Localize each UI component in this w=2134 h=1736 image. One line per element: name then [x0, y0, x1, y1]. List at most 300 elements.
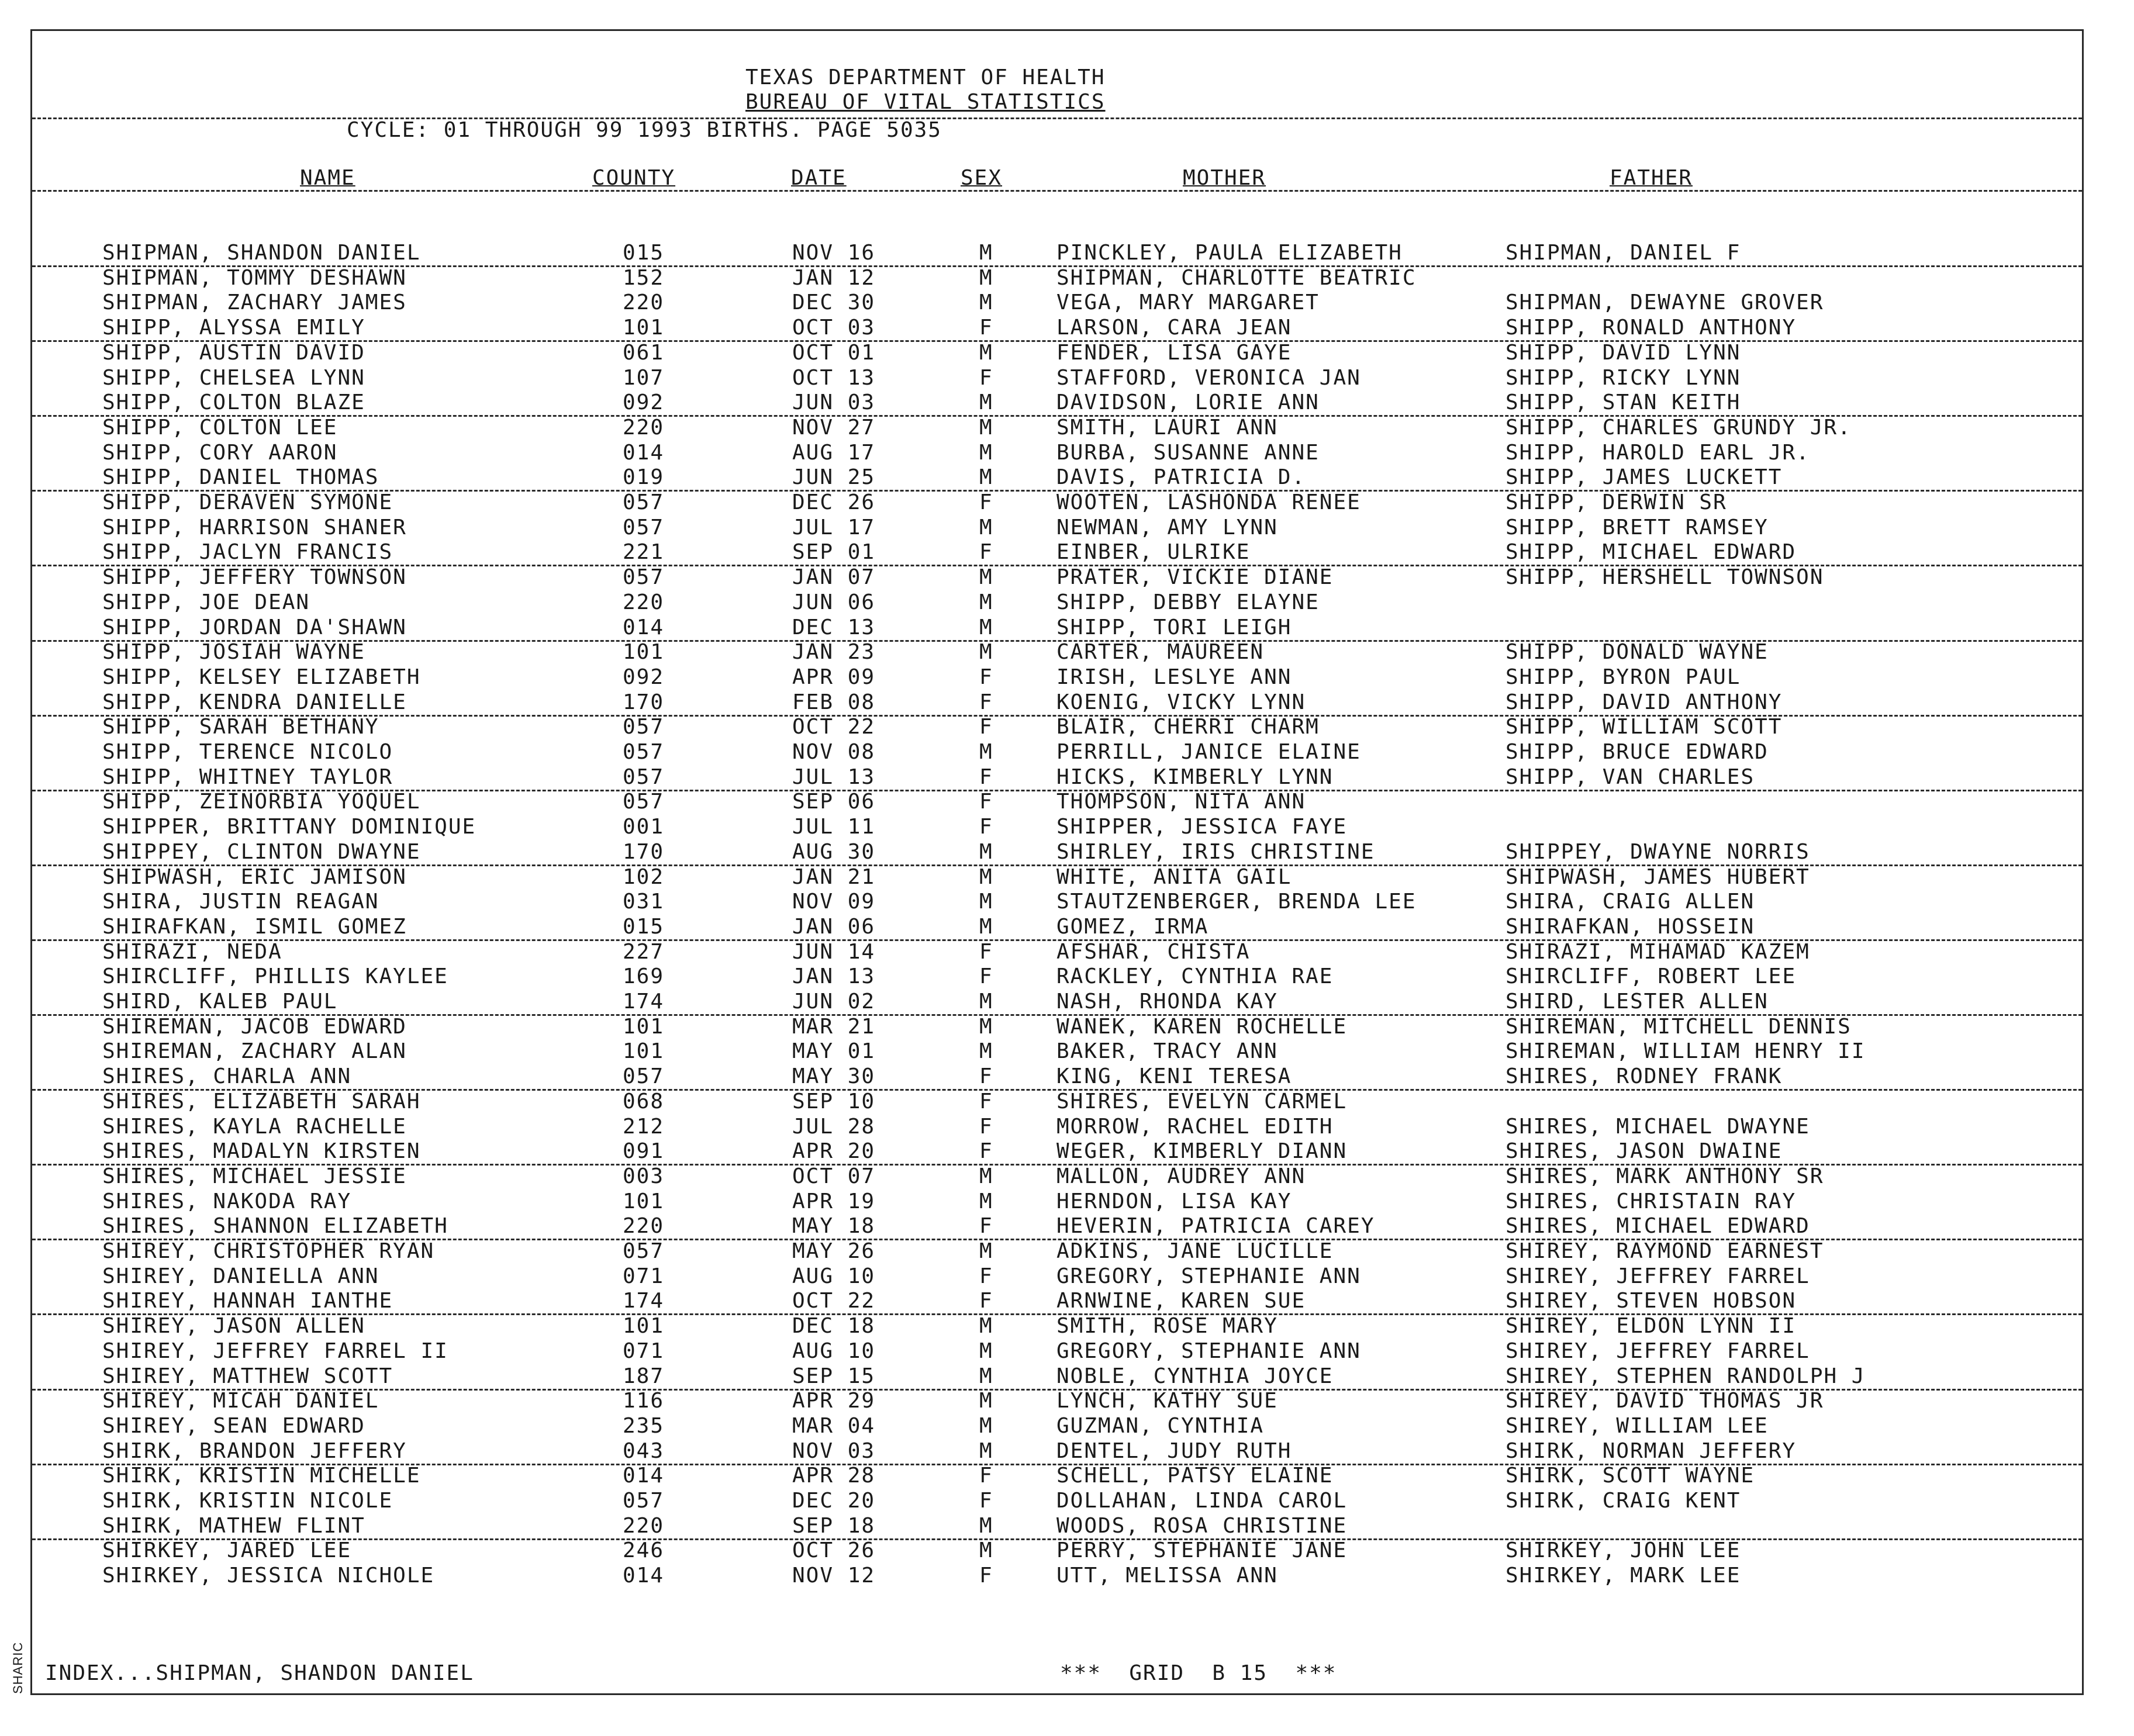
cell-name: SHIPP, CORY AARON [102, 440, 338, 465]
cell-sex: M [979, 1438, 993, 1463]
cell-father: SHIPP, JAMES LUCKETT [1505, 465, 1783, 490]
table-row [32, 1264, 2082, 1289]
cell-father: SHIRES, JASON DWAINE [1505, 1139, 1783, 1164]
cell-county: 220 [623, 291, 665, 315]
cell-county: 101 [623, 1189, 665, 1213]
cell-sex: M [979, 515, 993, 540]
table-row [32, 590, 2082, 615]
cell-father: SHIPP, STAN KEITH [1505, 390, 1741, 415]
cell-date: NOV 08 [792, 740, 876, 764]
cell-county: 170 [623, 690, 665, 714]
table-row [32, 415, 2082, 440]
cell-county: 170 [623, 839, 665, 864]
cell-father: SHIPP, RONALD ANTHONY [1505, 316, 1797, 340]
cell-sex: M [979, 1314, 993, 1339]
cell-mother: WEGER, KIMBERLY DIANN [1056, 1139, 1348, 1164]
cell-mother: LYNCH, KATHY SUE [1056, 1389, 1278, 1413]
cell-father: SHIPP, HAROLD EARL JR. [1505, 440, 1810, 465]
cell-sex: M [979, 440, 993, 465]
cell-date: SEP 01 [792, 540, 876, 565]
cell-name: SHIPMAN, ZACHARY JAMES [102, 291, 407, 315]
cell-mother: UTT, MELISSA ANN [1056, 1564, 1278, 1588]
cell-date: JAN 21 [792, 864, 876, 889]
cell-mother: AFSHAR, CHISTA [1056, 939, 1251, 964]
cell-father: SHIRK, SCOTT WAYNE [1505, 1464, 1755, 1488]
cell-father: SHIREMAN, MITCHELL DENNIS [1505, 1014, 1852, 1039]
cell-mother: SCHELL, PATSY ELAINE [1056, 1464, 1334, 1488]
cell-father: SHIRK, NORMAN JEFFERY [1505, 1438, 1797, 1463]
cell-sex: M [979, 415, 993, 440]
cell-mother: MALLON, AUDREY ANN [1056, 1164, 1306, 1188]
cell-father: SHIREY, STEVEN HOBSON [1505, 1289, 1797, 1313]
cell-date: SEP 18 [792, 1513, 876, 1538]
cell-father: SHIREY, DAVID THOMAS JR [1505, 1389, 1824, 1413]
cell-father: SHIREY, JEFFREY FARREL [1505, 1264, 1810, 1288]
cell-father: SHIPP, RICKY LYNN [1505, 365, 1741, 390]
cell-name: SHIRK, KRISTIN MICHELLE [102, 1464, 421, 1488]
cell-date: APR 28 [792, 1464, 876, 1488]
cell-name: SHIREY, SEAN EDWARD [102, 1413, 365, 1438]
cell-sex: M [979, 340, 993, 365]
cell-county: 221 [623, 540, 665, 565]
column-header-county: COUNTY [592, 166, 676, 190]
cell-father: SHIPP, BYRON PAUL [1505, 665, 1741, 689]
cell-name: SHIPP, AUSTIN DAVID [102, 340, 365, 365]
cell-name: SHIREMAN, JACOB EDWARD [102, 1014, 407, 1039]
cell-father: SHIREY, STEPHEN RANDOLPH J [1505, 1364, 1866, 1388]
column-header-mother: MOTHER [1183, 166, 1266, 190]
cell-county: 174 [623, 1289, 665, 1313]
cell-sex: F [979, 1139, 993, 1164]
table-row [32, 565, 2082, 590]
cell-mother: VEGA, MARY MARGARET [1056, 291, 1320, 315]
cell-county: 019 [623, 465, 665, 490]
cell-county: 102 [623, 864, 665, 889]
cell-name: SHIRA, JUSTIN REAGAN [102, 890, 379, 914]
table-row [32, 989, 2082, 1016]
cell-sex: F [979, 490, 993, 514]
table-row [32, 1513, 2082, 1540]
cell-sex: F [979, 1289, 993, 1313]
table-row [32, 939, 2082, 964]
cell-mother: SHIPPER, JESSICA FAYE [1056, 815, 1348, 839]
table-row [32, 1364, 2082, 1391]
cell-father: SHIRES, MARK ANTHONY SR [1505, 1164, 1824, 1188]
cell-mother: NOBLE, CYNTHIA JOYCE [1056, 1364, 1334, 1388]
cell-father: SHIPP, HERSHELL TOWNSON [1505, 565, 1824, 590]
cell-name: SHIRK, KRISTIN NICOLE [102, 1489, 393, 1513]
cell-sex: F [979, 1214, 993, 1239]
table-row [32, 1438, 2082, 1465]
table-row [32, 739, 2082, 765]
cell-sex: M [979, 265, 993, 290]
cell-mother: HERNDON, LISA KAY [1056, 1189, 1292, 1213]
cell-county: 169 [623, 964, 665, 989]
cell-mother: SMITH, ROSE MARY [1056, 1314, 1278, 1339]
cell-date: MAR 21 [792, 1014, 876, 1039]
table-row [32, 814, 2082, 839]
cell-name: SHIRAZI, NEDA [102, 939, 282, 964]
table-row [32, 914, 2082, 941]
cell-name: SHIREY, JASON ALLEN [102, 1314, 365, 1339]
table-row [32, 1114, 2082, 1139]
cell-name: SHIPP, DERAVEN SYMONE [102, 490, 393, 514]
cell-mother: EINBER, ULRIKE [1056, 540, 1251, 565]
cell-mother: DENTEL, JUDY RUTH [1056, 1438, 1292, 1463]
cell-date: MAY 18 [792, 1214, 876, 1239]
cell-sex: F [979, 939, 993, 964]
cell-sex: M [979, 1239, 993, 1263]
cell-sex: M [979, 615, 993, 639]
cell-county: 014 [623, 1464, 665, 1488]
cell-name: SHIPP, SARAH BETHANY [102, 715, 379, 739]
cell-date: JAN 06 [792, 914, 876, 939]
cell-mother: STAFFORD, VERONICA JAN [1056, 365, 1361, 390]
cell-county: 092 [623, 665, 665, 689]
cell-date: JAN 12 [792, 265, 876, 290]
cell-sex: M [979, 565, 993, 590]
cell-sex: M [979, 590, 993, 614]
cell-father: SHIPP, MICHAEL EDWARD [1505, 540, 1797, 565]
cell-name: SHIPP, TERENCE NICOLO [102, 740, 393, 764]
cell-sex: F [979, 540, 993, 565]
cell-date: JUN 03 [792, 390, 876, 415]
side-label: SHARIC [11, 1641, 25, 1694]
cell-father: SHIRKEY, JOHN LEE [1505, 1538, 1741, 1563]
table-row [32, 1089, 2082, 1114]
report-title: TEXAS DEPARTMENT OF HEALTH [745, 65, 1106, 89]
cell-county: 057 [623, 1489, 665, 1513]
cell-date: DEC 18 [792, 1314, 876, 1339]
cell-father: SHIPMAN, DEWAYNE GROVER [1505, 291, 1824, 315]
cell-father: SHIRAFKAN, HOSSEIN [1505, 914, 1755, 939]
cell-county: 015 [623, 241, 665, 265]
cell-county: 014 [623, 615, 665, 639]
cell-father: SHIRES, MICHAEL DWAYNE [1505, 1114, 1810, 1139]
cell-sex: F [979, 316, 993, 340]
column-header-father: FATHER [1610, 166, 1693, 190]
cell-mother: GREGORY, STEPHANIE ANN [1056, 1264, 1361, 1288]
cell-name: SHIPPER, BRITTANY DOMINIQUE [102, 815, 476, 839]
cell-father: SHIPP, DONALD WAYNE [1505, 640, 1769, 665]
cell-county: 057 [623, 1239, 665, 1263]
cell-county: 061 [623, 340, 665, 365]
cell-mother: ARNWINE, KAREN SUE [1056, 1289, 1306, 1313]
cell-county: 057 [623, 565, 665, 590]
cell-father: SHIREMAN, WILLIAM HENRY II [1505, 1039, 1866, 1064]
cell-sex: M [979, 291, 993, 315]
cell-date: OCT 13 [792, 365, 876, 390]
table-row [32, 465, 2082, 492]
cell-date: OCT 22 [792, 1289, 876, 1313]
table-row [32, 639, 2082, 665]
cell-father: SHIREY, JEFFREY FARREL [1505, 1339, 1810, 1363]
table-row [32, 1563, 2082, 1588]
cell-mother: ADKINS, JANE LUCILLE [1056, 1239, 1334, 1263]
cell-name: SHIRES, MADALYN KIRSTEN [102, 1139, 421, 1164]
cell-mother: SHIPP, TORI LEIGH [1056, 615, 1292, 639]
cell-name: SHIRAFKAN, ISMIL GOMEZ [102, 914, 407, 939]
cell-date: SEP 10 [792, 1089, 876, 1113]
cell-mother: KING, KENI TERESA [1056, 1064, 1292, 1089]
column-header-date: DATE [791, 166, 847, 190]
cell-mother: IRISH, LESLYE ANN [1056, 665, 1292, 689]
cell-sex: M [979, 640, 993, 665]
table-row [32, 1538, 2082, 1563]
cell-father: SHIRES, RODNEY FRANK [1505, 1064, 1783, 1089]
cell-county: 091 [623, 1139, 665, 1164]
cell-sex: M [979, 241, 993, 265]
cell-sex: M [979, 1039, 993, 1064]
grid-label: *** GRID B 15 *** [1060, 1661, 1337, 1685]
header-rule [32, 117, 2082, 119]
cell-name: SHIPP, JEFFERY TOWNSON [102, 565, 407, 590]
cell-county: 014 [623, 1564, 665, 1588]
cell-name: SHIPP, JOSIAH WAYNE [102, 640, 365, 665]
cell-mother: WOOTEN, LASHONDA RENEE [1056, 490, 1361, 514]
cell-mother: SMITH, LAURI ANN [1056, 415, 1278, 440]
cell-father: SHIPP, VAN CHARLES [1505, 765, 1755, 789]
cell-date: NOV 12 [792, 1564, 876, 1588]
table-row [32, 1488, 2082, 1513]
cell-name: SHIREMAN, ZACHARY ALAN [102, 1039, 407, 1064]
cell-date: SEP 15 [792, 1364, 876, 1388]
cell-father: SHIPP, WILLIAM SCOTT [1505, 715, 1783, 739]
cell-date: DEC 30 [792, 291, 876, 315]
cell-sex: F [979, 765, 993, 789]
cell-sex: F [979, 690, 993, 714]
cell-date: DEC 26 [792, 490, 876, 514]
cell-sex: F [979, 1264, 993, 1288]
cell-father: SHIPP, DAVID ANTHONY [1505, 690, 1783, 714]
cell-mother: HICKS, KIMBERLY LYNN [1056, 765, 1334, 789]
cell-mother: BURBA, SUSANNE ANNE [1056, 440, 1320, 465]
cell-county: 057 [623, 490, 665, 514]
table-row [32, 240, 2082, 267]
cell-mother: THOMPSON, NITA ANN [1056, 790, 1306, 814]
cell-mother: WHITE, ANITA GAIL [1056, 864, 1292, 889]
column-header-name: NAME [300, 166, 355, 190]
cell-name: SHIPP, WHITNEY TAYLOR [102, 765, 393, 789]
cell-mother: SHIPP, DEBBY ELAYNE [1056, 590, 1320, 614]
cell-name: SHIRKEY, JARED LEE [102, 1538, 352, 1563]
cell-county: 071 [623, 1264, 665, 1288]
cell-mother: NASH, RHONDA KAY [1056, 990, 1278, 1014]
cell-sex: M [979, 1538, 993, 1563]
table-row [32, 390, 2082, 417]
cell-date: MAY 01 [792, 1039, 876, 1064]
cell-sex: M [979, 1389, 993, 1413]
cell-father: SHIPP, BRETT RAMSEY [1505, 515, 1769, 540]
cell-sex: F [979, 964, 993, 989]
cell-date: AUG 10 [792, 1339, 876, 1363]
cell-name: SHIRES, NAKODA RAY [102, 1189, 352, 1213]
cell-date: JAN 23 [792, 640, 876, 665]
cell-sex: M [979, 465, 993, 490]
table-row [32, 789, 2082, 814]
cell-name: SHIPP, ZEINORBIA YOQUEL [102, 790, 421, 814]
table-row [32, 714, 2082, 739]
cell-mother: DAVIDSON, LORIE ANN [1056, 390, 1320, 415]
cell-date: NOV 16 [792, 241, 876, 265]
cell-county: 092 [623, 390, 665, 415]
cell-mother: STAUTZENBERGER, BRENDA LEE [1056, 890, 1417, 914]
cell-mother: WANEK, KAREN ROCHELLE [1056, 1014, 1348, 1039]
table-row [32, 1288, 2082, 1315]
cell-date: DEC 13 [792, 615, 876, 639]
cell-name: SHIPP, JORDAN DA'SHAWN [102, 615, 407, 639]
cell-father: SHIREY, WILLIAM LEE [1505, 1413, 1769, 1438]
cell-name: SHIRK, MATHEW FLINT [102, 1513, 365, 1538]
report-frame [30, 29, 2084, 1695]
cell-mother: FENDER, LISA GAYE [1056, 340, 1292, 365]
cell-name: SHIPWASH, ERIC JAMISON [102, 864, 407, 889]
cell-sex: F [979, 1464, 993, 1488]
cell-county: 057 [623, 515, 665, 540]
cell-sex: M [979, 914, 993, 939]
cell-name: SHIREY, JEFFREY FARREL II [102, 1339, 448, 1363]
cell-sex: F [979, 1564, 993, 1588]
table-row [32, 1339, 2082, 1364]
cell-county: 057 [623, 790, 665, 814]
cell-name: SHIPP, COLTON LEE [102, 415, 338, 440]
cell-name: SHIPP, COLTON BLAZE [102, 390, 365, 415]
cell-mother: DAVIS, PATRICIA D. [1056, 465, 1306, 490]
cell-father: SHIRK, CRAIG KENT [1505, 1489, 1741, 1513]
table-row [32, 315, 2082, 342]
cell-father: SHIRES, MICHAEL EDWARD [1505, 1214, 1810, 1239]
cell-county: 220 [623, 1214, 665, 1239]
cell-name: SHIPP, ALYSSA EMILY [102, 316, 365, 340]
cell-name: SHIPPEY, CLINTON DWAYNE [102, 839, 421, 864]
cell-sex: F [979, 1089, 993, 1113]
cell-county: 174 [623, 990, 665, 1014]
table-row [32, 440, 2082, 465]
cell-name: SHIREY, HANNAH IANTHE [102, 1289, 393, 1313]
cell-mother: BLAIR, CHERRI CHARM [1056, 715, 1320, 739]
cell-county: 220 [623, 590, 665, 614]
cell-name: SHIRES, MICHAEL JESSIE [102, 1164, 407, 1188]
table-row [32, 765, 2082, 791]
cell-father: SHIRA, CRAIG ALLEN [1505, 890, 1755, 914]
cell-date: MAY 30 [792, 1064, 876, 1089]
cell-county: 015 [623, 914, 665, 939]
cell-mother: SHIRES, EVELYN CARMEL [1056, 1089, 1348, 1113]
cell-father: SHIPP, CHARLES GRUNDY JR. [1505, 415, 1852, 440]
cell-mother: LARSON, CARA JEAN [1056, 316, 1292, 340]
cell-date: MAY 26 [792, 1239, 876, 1263]
cell-sex: M [979, 864, 993, 889]
cell-sex: M [979, 1413, 993, 1438]
cell-date: SEP 06 [792, 790, 876, 814]
cell-name: SHIPP, JOE DEAN [102, 590, 310, 614]
cell-mother: MORROW, RACHEL EDITH [1056, 1114, 1334, 1139]
cell-county: 235 [623, 1413, 665, 1438]
cell-sex: M [979, 839, 993, 864]
table-row [32, 964, 2082, 989]
table-row [32, 889, 2082, 914]
table-row [32, 265, 2082, 291]
cell-name: SHIPP, DANIEL THOMAS [102, 465, 379, 490]
cell-sex: M [979, 1339, 993, 1363]
table-row [32, 1164, 2082, 1189]
cell-father: SHIPP, DAVID LYNN [1505, 340, 1741, 365]
cell-county: 101 [623, 1014, 665, 1039]
cell-mother: PERRILL, JANICE ELAINE [1056, 740, 1361, 764]
cell-county: 101 [623, 640, 665, 665]
cell-date: DEC 20 [792, 1489, 876, 1513]
cell-county: 101 [623, 316, 665, 340]
table-row [32, 665, 2082, 690]
cell-name: SHIRCLIFF, PHILLIS KAYLEE [102, 964, 448, 989]
cell-county: 057 [623, 1064, 665, 1089]
cell-date: AUG 17 [792, 440, 876, 465]
cell-date: OCT 26 [792, 1538, 876, 1563]
cell-name: SHIPMAN, TOMMY DESHAWN [102, 265, 407, 290]
cell-sex: F [979, 715, 993, 739]
cell-sex: F [979, 1114, 993, 1139]
cell-sex: F [979, 815, 993, 839]
cell-name: SHIRES, KAYLA RACHELLE [102, 1114, 407, 1139]
cell-date: FEB 08 [792, 690, 876, 714]
cell-name: SHIPMAN, SHANDON DANIEL [102, 241, 421, 265]
cell-father: SHIPP, DERWIN SR [1505, 490, 1727, 514]
cell-sex: M [979, 990, 993, 1014]
table-row [32, 490, 2082, 515]
cell-sex: F [979, 1064, 993, 1089]
cell-mother: SHIPMAN, CHARLOTTE BEATRIC [1056, 265, 1417, 290]
cell-sex: M [979, 1014, 993, 1039]
cell-county: 068 [623, 1089, 665, 1113]
cell-father: SHIPWASH, JAMES HUBERT [1505, 864, 1810, 889]
table-row [32, 1014, 2082, 1039]
table-row [32, 839, 2082, 866]
cell-sex: M [979, 1513, 993, 1538]
cell-sex: F [979, 1489, 993, 1513]
table-row [32, 864, 2082, 890]
side-stamp [4, 1631, 27, 1695]
cell-sex: M [979, 1364, 993, 1388]
cell-date: NOV 03 [792, 1438, 876, 1463]
cell-father: SHIRCLIFF, ROBERT LEE [1505, 964, 1797, 989]
table-row [32, 1064, 2082, 1091]
cell-sex: F [979, 790, 993, 814]
table-row [32, 1039, 2082, 1064]
cell-father: SHIPMAN, DANIEL F [1505, 241, 1741, 265]
cell-mother: GUZMAN, CYNTHIA [1056, 1413, 1265, 1438]
cell-name: SHIRKEY, JESSICA NICHOLE [102, 1564, 435, 1588]
cell-county: 107 [623, 365, 665, 390]
cell-county: 187 [623, 1364, 665, 1388]
cell-county: 101 [623, 1039, 665, 1064]
cell-father: SHIRD, LESTER ALLEN [1505, 990, 1769, 1014]
cell-county: 003 [623, 1164, 665, 1188]
table-row [32, 1388, 2082, 1413]
column-header-rule [32, 190, 2082, 192]
cell-date: MAR 04 [792, 1413, 876, 1438]
cell-county: 116 [623, 1389, 665, 1413]
cell-sex: F [979, 365, 993, 390]
cell-county: 043 [623, 1438, 665, 1463]
cell-date: NOV 09 [792, 890, 876, 914]
cell-date: APR 19 [792, 1189, 876, 1213]
cell-date: JUL 13 [792, 765, 876, 789]
cell-name: SHIREY, MICAH DANIEL [102, 1389, 379, 1413]
cell-father: SHIRAZI, MIHAMAD KAZEM [1505, 939, 1810, 964]
cell-date: NOV 27 [792, 415, 876, 440]
cell-county: 057 [623, 740, 665, 764]
cell-name: SHIPP, KENDRA DANIELLE [102, 690, 407, 714]
